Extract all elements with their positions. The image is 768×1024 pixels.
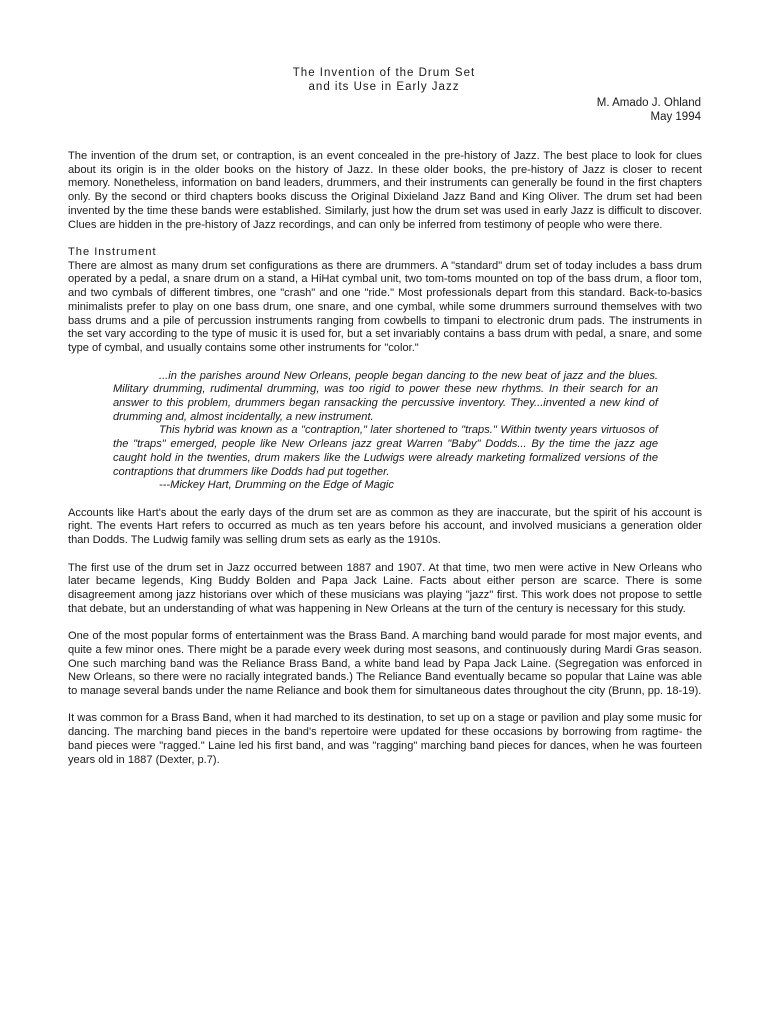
- brass-band-paragraph: One of the most popular forms of entertainment was the Brass Band. A marching band would parade for most major events, and quite a few minor ones. There might be a parade every week during most seasons, and continuously during Mardi Gras season. One such marching band was the Reliance Brass Band, a white band lead by Papa Jack Laine. (Segregation was enforced in New Orleans, so there were no racially integrated bands.) The Reliance Band eventually became so popular that Laine was able to manage several bands under the name Reliance and book them for simultaneous dates throughout the city (Brunn, pp. 18-19).: [68, 630, 702, 698]
- quote-attribution: [113, 479, 658, 493]
- title-line-2: and its Use in Early Jazz: [308, 81, 460, 93]
- first-use-paragraph: The first use of the drum set in Jazz occurred between 1887 and 1907. At that time, two men were active in New Orleans who later became legends, King Buddy Bolden and Papa Jack Laine. Facts about either person are scarce. There is some disagreement among jazz historians over which of these musicians was playing "jazz" first. This work does not propose to settle that debate, but an understanding of what was happening in New Orleans at the turn of the century is necessary for this study.: [68, 561, 702, 615]
- accounts-paragraph: Accounts like Hart's about the early days of the drum set are as common as they are inaccurate, but the spirit of his account is right. The events Hart refers to occurred as much as ten years before his account, and involved musicians a generation older than Dodds. The Ludwig family was selling drum sets as early as the 1910s.: [68, 506, 702, 547]
- intro-paragraph: The invention of the drum set, or contraption, is an event concealed in the pre-history of Jazz. The best place to look for clues about its origin is in the older books on the history of Jazz. In these older books, the pre-history of Jazz is closer to recent memory. Nonetheless, information on band leaders, drummers, and their instruments can generally be found in the first chapters only. By the second or third chapters books discuss the Original Dixieland Jazz Band and King Oliver. The drum set had been invented by the time these bands were established. Similarly, just how the drum set was used in early Jazz is difficult to discover. Clues are hidden in the pre-history of Jazz recordings, and can only be inferred from testimony of people who were there.: [68, 150, 702, 231]
- document-title: [0, 66, 768, 94]
- author-name: M. Amado J. Ohland: [596, 97, 701, 109]
- author-block: [597, 96, 701, 124]
- document-body: [68, 150, 702, 767]
- quote-attribution-author: ---Mickey Hart,: [159, 479, 232, 492]
- document-date: May 1994: [650, 111, 701, 123]
- section-heading: The Instrument: [68, 246, 157, 259]
- block-quote: [113, 370, 658, 493]
- quote-attribution-source: Drumming on the Edge of Magic: [234, 479, 394, 492]
- ragged-paragraph: It was common for a Brass Band, when it had marched to its destination, to set up on a stage or pavilion and play some music for dancing. The marching band pieces in the band's repertoire were updated for these occasions by borrowing from ragtime- the band pieces were "ragged." Laine led his first band, and was "ragging" marching band pieces for dances, when he was fourteen years old in 1887 (Dexter, p.7).: [68, 712, 702, 766]
- title-line-1: The Invention of the Drum Set: [292, 67, 476, 79]
- quote-paragraph-2: This hybrid was known as a "contraption," later shortened to "traps." Within twenty years virtuosos of the "traps" emerged, people like New Orleans jazz great Warren "Baby" Dodds... By the time the jazz age caught hold in the twenties, drum makers like the Ludwigs were already marketing formalized versions of the contraptions that drummers like Dodds had put together.: [113, 424, 658, 478]
- quote-paragraph-1: ...in the parishes around New Orleans, people began dancing to the new beat of jazz and the blues. Military drumming, rudimental drumming, was too rigid to power these new rhythms. In their search for an answer to this problem, drummers began ransacking the percussive inventory. They...invented a new kind of drumming and, almost incidentally, a new instrument.: [113, 369, 658, 423]
- instrument-paragraph: There are almost as many drum set configurations as there are drummers. A "standard" drum set of today includes a bass drum operated by a pedal, a snare drum on a stand, a HiHat cymbal unit, two tom-toms mounted on top of the bass drum, a floor tom, and two cymbals of different timbres, one "crash" and one "ride." Most professionals depart from this standard. Back-to-basics minimalists prefer to play on one bass drum, one snare, and one cymbal, while some drummers surround themselves with two bass drums and a pile of percussion instruments ranging from cowbells to timpani to electronic drum pads. The instruments in the set vary according to the type of music it is used for, but a set invariably contains a bass drum with pedal, a snare, and some type of cymbal, and usually contains some other instruments for "color.": [68, 259, 702, 355]
